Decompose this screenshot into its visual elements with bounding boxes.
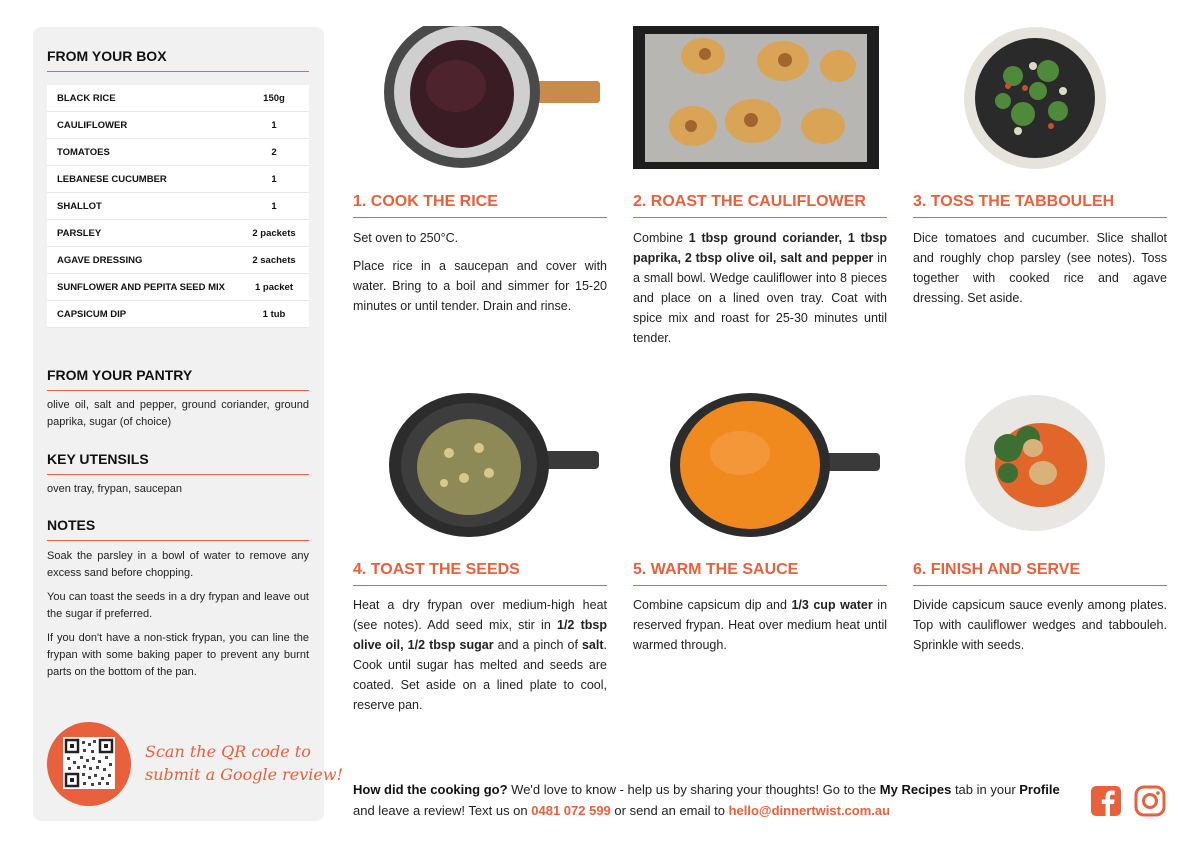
step-body: [913, 595, 1167, 663]
ingredient-qty: 1 packet: [254, 281, 294, 293]
pantry-section: [47, 367, 309, 431]
step-4-photo-seeds: [389, 393, 601, 542]
ingredient-name: SHALLOT: [57, 200, 102, 212]
ingredient-name: CAULIFLOWER: [57, 119, 128, 131]
step-paragraph: [633, 595, 887, 655]
ingredient-qty: 2 sachets: [252, 254, 296, 266]
step-body: [353, 228, 607, 324]
ingredient-qty: 1: [271, 119, 277, 131]
ingredient-name: PARSLEY: [57, 227, 102, 239]
qr-caption: [145, 740, 343, 786]
notes-section: [47, 517, 309, 688]
ingredient-qty: 1: [271, 200, 277, 212]
qr-caption-line: Scan the QR code to: [145, 742, 311, 761]
ingredient-row: [47, 301, 309, 328]
step-title: 6. FINISH AND SERVE: [913, 561, 1167, 586]
step-text: Combine capsicum dip and: [633, 598, 792, 612]
ingredient-name: LEBANESE CUCUMBER: [57, 173, 167, 185]
ingredient-name: AGAVE DRESSING: [57, 254, 143, 266]
qr-caption-line: submit a Google review!: [145, 765, 344, 784]
ingredient-row: [47, 193, 309, 220]
ingredient-row: [47, 112, 309, 139]
qr-badge[interactable]: [47, 722, 131, 806]
ingredient-name: TOMATOES: [57, 146, 110, 158]
my-recipes-link[interactable]: My Recipes: [879, 782, 952, 797]
ingredient-row: [47, 166, 309, 193]
step-title: 5. WARM THE SAUCE: [633, 561, 887, 586]
ingredient-row: [47, 139, 309, 166]
step-text: Set oven to 250°C.: [353, 231, 459, 245]
ingredient-row: [47, 85, 309, 112]
footer-text: tab in your: [951, 782, 1020, 797]
step-text: Heat a dry frypan over medium-high heat (see notes). Add seed mix, stir in: [353, 598, 607, 632]
notes-heading: NOTES: [47, 517, 309, 541]
ingredient-row: [47, 274, 309, 301]
ingredient-row: [47, 220, 309, 247]
footer-text: and leave a review! Text us on: [353, 803, 532, 818]
feedback-footer: [353, 779, 1073, 821]
step-title: 3. TOSS THE TABBOULEH: [913, 193, 1167, 218]
utensils-text: oven tray, frypan, saucepan: [47, 483, 182, 495]
step-text: Combine: [633, 231, 689, 245]
step-paragraph: [353, 256, 607, 316]
step-body: [633, 595, 887, 663]
pantry-heading: FROM YOUR PANTRY: [47, 367, 309, 391]
step-body: [353, 595, 607, 723]
step-body: [913, 228, 1167, 316]
step-paragraph: [913, 595, 1167, 655]
note-item: You can toast the seeds in a dry frypan and leave out the sugar if preferred.: [47, 591, 309, 620]
ingredient-row: [47, 247, 309, 274]
step-title: 4. TOAST THE SEEDS: [353, 561, 607, 586]
step-text: in a small bowl. Wedge cauliflower into 8 pieces and place on a lined oven tray. Coat with spice mix and roast for 25-30 minutes until tender.: [633, 251, 888, 345]
step-2-photo-tray: [633, 26, 879, 174]
step-title: 2. ROAST THE CAULIFLOWER: [633, 193, 887, 218]
step-text: and a pinch of: [493, 638, 582, 652]
phone-link[interactable]: 0481 072 599: [531, 803, 611, 818]
step-paragraph: [913, 228, 1167, 308]
ingredient-name: CAPSICUM DIP: [57, 308, 127, 320]
bold-ingredient: 1/2 tbsp olive oil, 1/2 tbsp sugar: [353, 618, 607, 652]
utensils-section: [47, 451, 309, 498]
bold-ingredient: 1/3 cup water: [791, 598, 873, 612]
email-link[interactable]: hello@dinnertwist.com.au: [728, 803, 891, 818]
qr-code[interactable]: [63, 737, 115, 789]
ingredient-qty: 2 packets: [252, 227, 296, 239]
footer-text: We'd love to know - help us by sharing your thoughts! Go to the: [507, 782, 880, 797]
profile-link[interactable]: Profile: [1019, 782, 1060, 797]
step-5-photo-sauce: [670, 393, 882, 542]
step-paragraph: [633, 228, 887, 348]
step-body: [633, 228, 887, 356]
footer-text: or send an email to: [610, 803, 729, 818]
ingredient-qty: 1: [271, 173, 277, 185]
step-paragraph: [353, 595, 607, 715]
step-text: in reserved frypan. Heat over medium heat until warmed through.: [633, 598, 888, 652]
ingredient-name: SUNFLOWER AND PEPITA SEED MIX: [57, 281, 226, 293]
ingredient-qty: 1 tub: [262, 308, 286, 320]
ingredient-name: BLACK RICE: [57, 92, 116, 104]
step-text: . Cook until sugar has melted and seeds are coated. Set aside on a lined plate to cool, reserve pan.: [353, 638, 608, 712]
step-title: 1. COOK THE RICE: [353, 193, 607, 218]
bold-ingredient: 1 tbsp ground coriander, 1 tbsp paprika, 2 tbsp olive oil, salt and pepper: [633, 231, 887, 265]
step-6-photo-plate: [963, 393, 1108, 538]
note-item: If you don't have a non-stick frypan, you can line the frypan with some baking paper to prevent any burnt parts on the bottom of the pan.: [47, 632, 309, 678]
step-text: Divide capsicum sauce evenly among plates. Top with cauliflower wedges and tabbouleh. Sprinkle with seeds.: [913, 598, 1167, 652]
from-box-heading: FROM YOUR BOX: [47, 48, 309, 72]
step-1-photo-rice: [380, 26, 602, 175]
step-text: Place rice in a saucepan and cover with water. Bring to a boil and simmer for 15-20 minutes or until tender. Drain and rinse.: [353, 259, 607, 313]
ingredient-qty: 2: [271, 146, 277, 158]
step-text: Dice tomatoes and cucumber. Slice shallot and roughly chop parsley (see notes). Toss together with cooked rice and agave dressing. Set aside.: [913, 231, 1167, 305]
bold-ingredient: salt: [581, 638, 604, 652]
ingredient-qty: 150g: [263, 92, 285, 104]
note-item: Soak the parsley in a bowl of water to remove any excess sand before chopping.: [47, 550, 309, 579]
from-box-section: [47, 48, 309, 72]
facebook-icon[interactable]: [1090, 785, 1122, 817]
instagram-icon[interactable]: [1134, 785, 1166, 817]
footer-question: How did the cooking go?: [353, 782, 508, 797]
pantry-text: olive oil, salt and pepper, ground coriander, ground paprika, sugar (of choice): [47, 399, 309, 428]
step-3-photo-tabbouleh: [963, 26, 1108, 176]
box-ingredients-table: [47, 85, 309, 328]
utensils-heading: KEY UTENSILS: [47, 451, 309, 475]
step-paragraph: [353, 228, 607, 248]
